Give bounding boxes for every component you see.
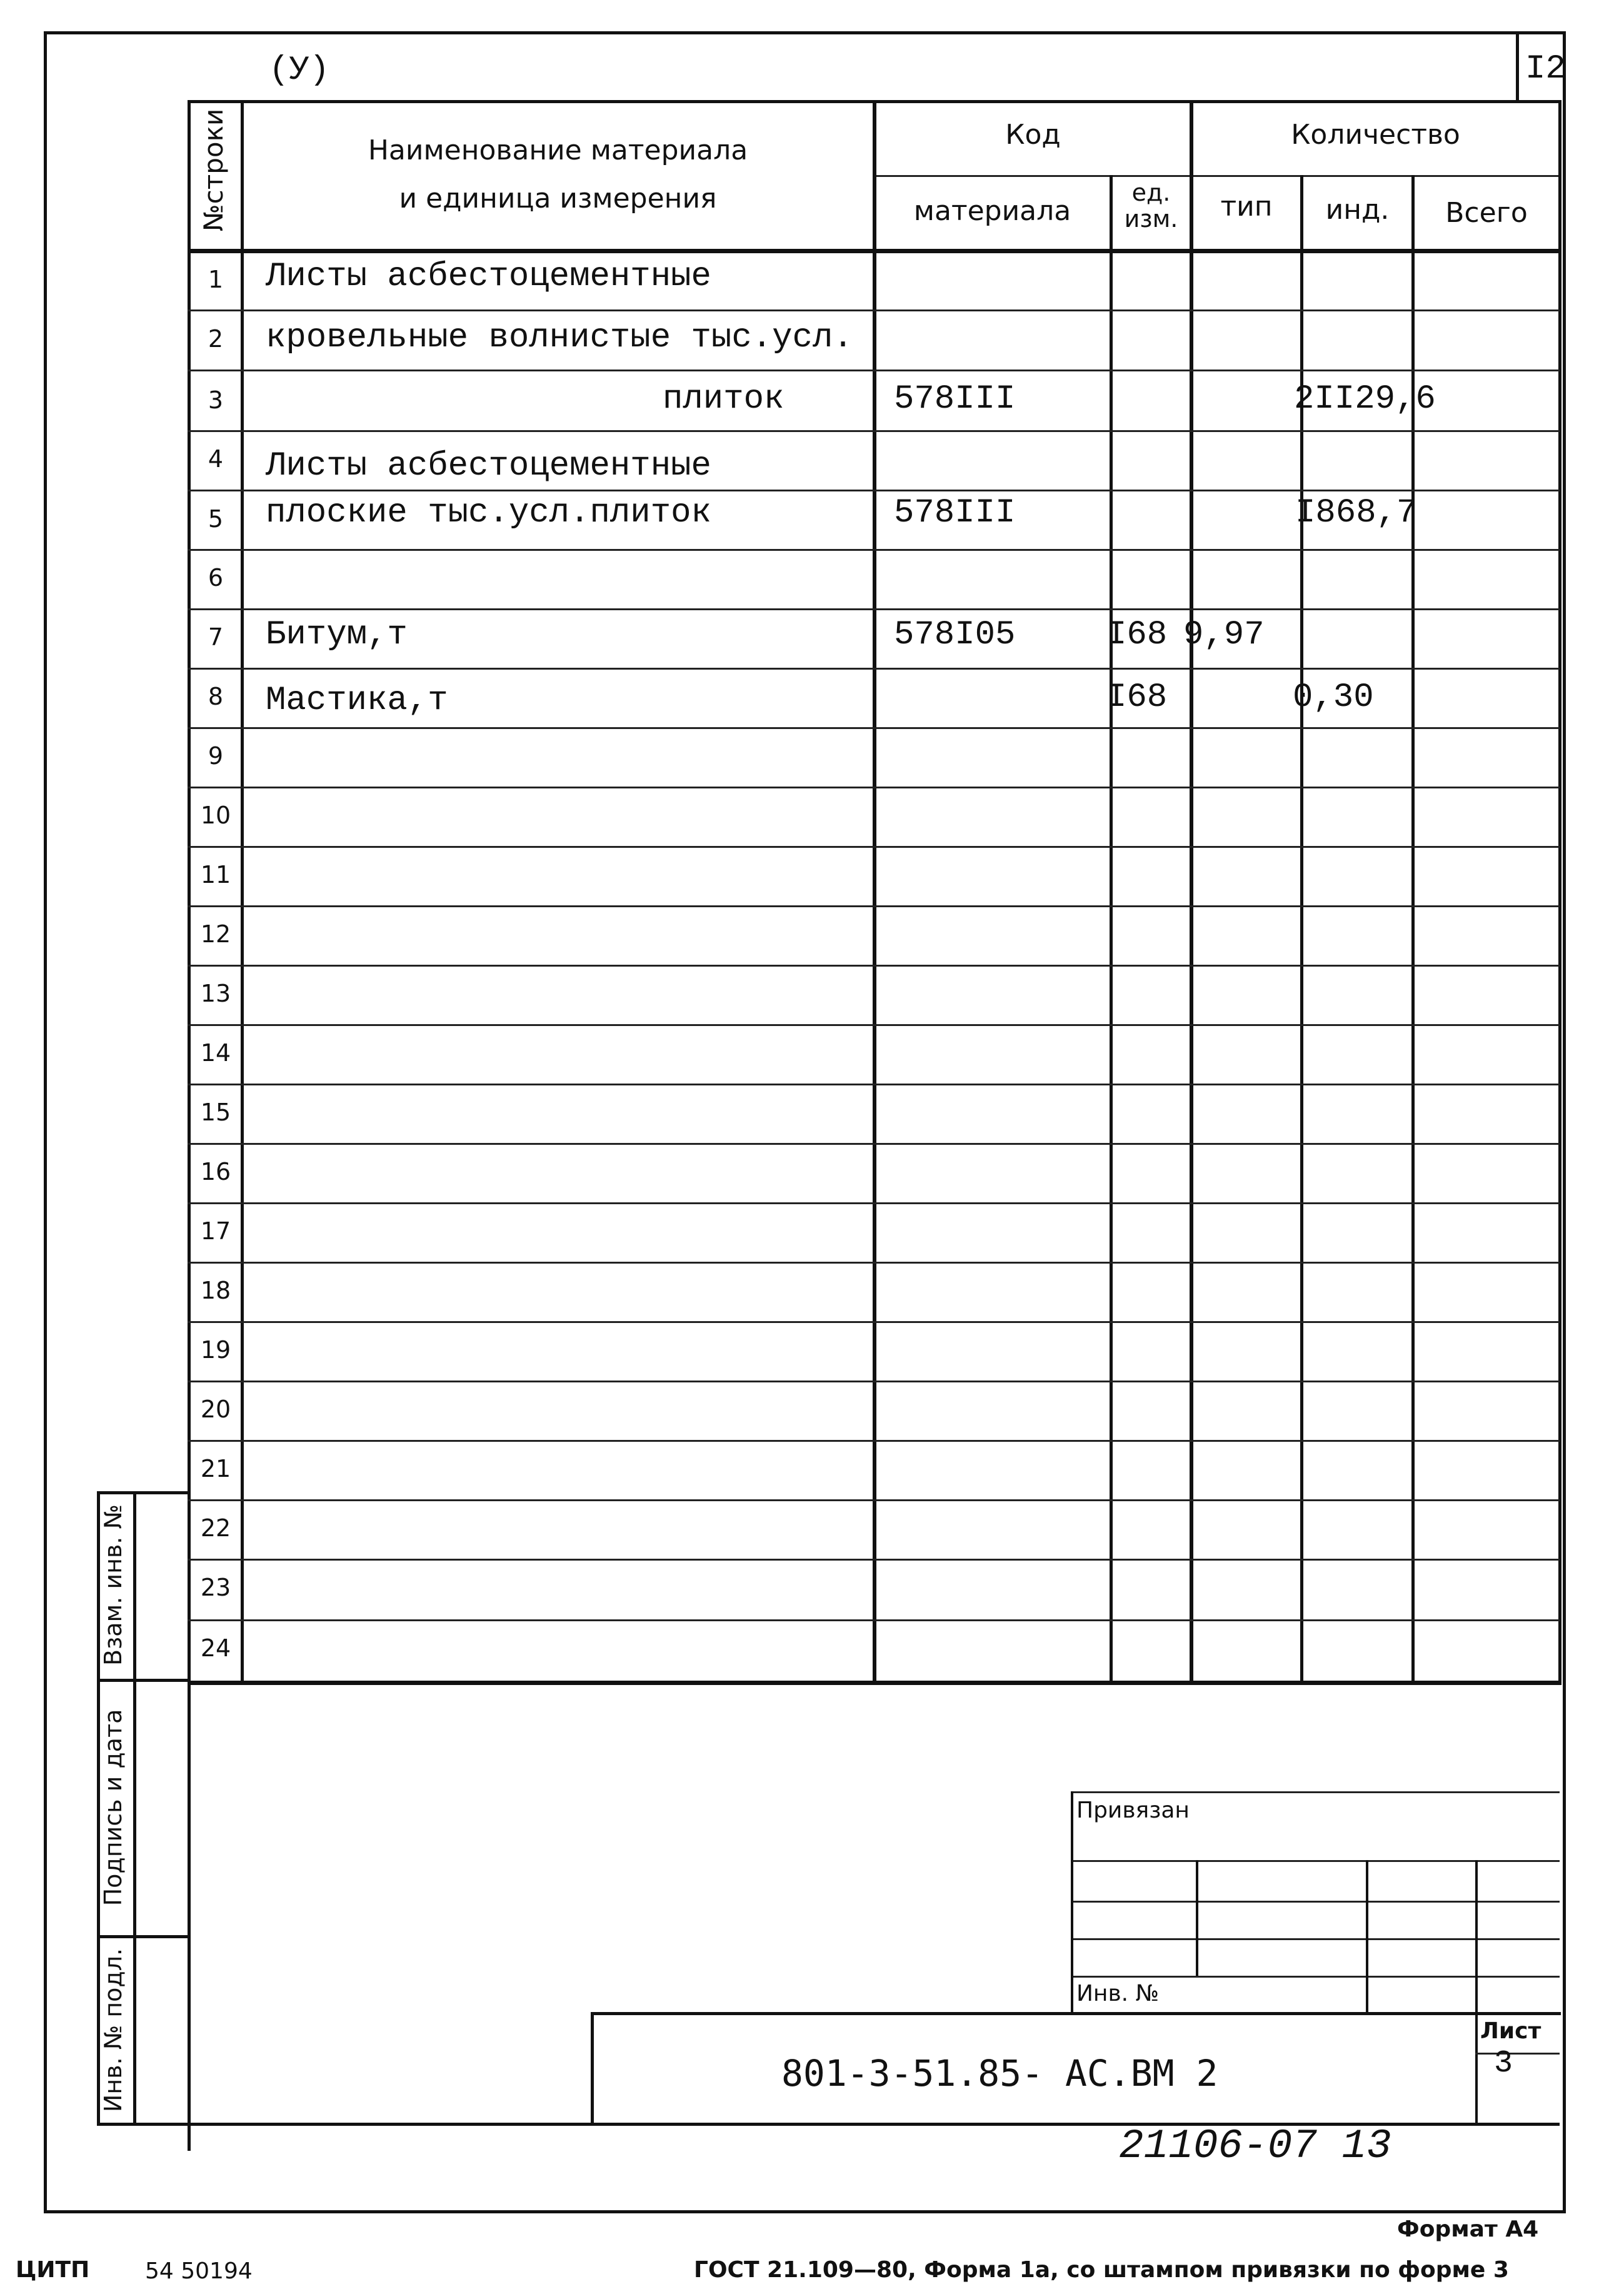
row-number: 11 — [200, 861, 231, 888]
row-7-name: Битум,т — [266, 616, 408, 654]
row-number: 9 — [208, 742, 224, 770]
sheet-number: I2 — [1525, 50, 1566, 88]
signature-date-label: Подпись и дата — [99, 1709, 127, 1906]
row-1-name: Листы асбестоцементные — [266, 258, 711, 296]
bound-by-label: Привязан — [1076, 1798, 1190, 1823]
row-number: 4 — [208, 445, 224, 473]
row-number: 14 — [200, 1039, 231, 1067]
sheet-no-divider — [1516, 31, 1519, 101]
row-3-ind: 2II29,6 — [1294, 380, 1436, 418]
replacement-inventory-label: Взам. инв. № — [99, 1504, 127, 1666]
code-group-header: Код — [1005, 119, 1061, 151]
row-3-name: плиток — [663, 380, 784, 418]
type-header: тип — [1220, 191, 1273, 223]
drawing-frame — [44, 31, 1566, 2213]
row-7-code: 578I05 — [894, 616, 1016, 654]
name-header-line2: и единица измерения — [399, 183, 717, 214]
row-3-code: 578III — [894, 380, 1016, 418]
org-label: ЦИТП — [16, 2257, 90, 2283]
name-header-line1: Наименование материала — [368, 134, 748, 166]
material-code-header: материала — [913, 195, 1071, 227]
row-number: 16 — [200, 1158, 231, 1185]
row-number: 20 — [200, 1396, 231, 1423]
row-7-unit: I68 — [1106, 616, 1168, 654]
row-number: 19 — [200, 1336, 231, 1364]
row-number: 1 — [208, 266, 224, 293]
row-number: 24 — [200, 1634, 231, 1662]
row-number: 5 — [208, 505, 224, 533]
row-5-ind: I868,7 — [1295, 494, 1417, 532]
row-2-name: кровельные волнистые тыс.усл. — [266, 319, 853, 357]
quantity-group-header: Количество — [1291, 119, 1460, 151]
row-8-ind: 0,30 — [1293, 678, 1374, 717]
row-number: 12 — [200, 920, 231, 948]
gost-reference: ГОСТ 21.109—80, Форма 1а, со штампом привязки по форме 3 — [694, 2257, 1509, 2283]
row-5-code: 578III — [894, 494, 1016, 532]
row-number: 23 — [200, 1574, 231, 1601]
row-number: 15 — [200, 1099, 231, 1126]
row-number: 8 — [208, 683, 224, 710]
row-8-name: Мастика,т — [266, 682, 448, 720]
row-8-unit: I68 — [1106, 678, 1168, 717]
total-header: Всего — [1445, 197, 1528, 229]
row-number-header: №строки — [198, 108, 229, 231]
top-code: (У) — [269, 51, 330, 89]
sheet-number-value: 3 — [1494, 2046, 1513, 2081]
registration-number: 54 50194 — [145, 2258, 253, 2284]
row-7-type: 9,97 — [1183, 616, 1265, 654]
row-number: 3 — [208, 386, 224, 414]
sheet-label: Лист — [1480, 2018, 1541, 2044]
unit-header-line2: изм. — [1124, 205, 1178, 233]
ind-header: инд. — [1325, 194, 1390, 226]
row-number: 2 — [208, 325, 224, 353]
row-number: 17 — [200, 1217, 231, 1245]
row-number: 22 — [200, 1514, 231, 1542]
handwritten-number: 21106-07 13 — [1119, 2123, 1391, 2170]
format-label: Формат А4 — [1397, 2216, 1539, 2242]
unit-header-line1: ед. — [1131, 179, 1171, 206]
row-number: 18 — [200, 1277, 231, 1304]
row-number: 21 — [200, 1455, 231, 1482]
inventory-number-label: Инв. № — [1076, 1981, 1160, 2006]
row-number: 13 — [200, 980, 231, 1007]
original-inventory-label: Инв. № подл. — [99, 1948, 127, 2113]
row-5-name: плоские тыс.усл.плиток — [266, 494, 711, 532]
row-number: 6 — [208, 564, 224, 591]
row-number: 7 — [208, 623, 224, 651]
row-number: 10 — [200, 802, 231, 829]
row-4-name: Листы асбестоцементные — [266, 447, 711, 485]
document-code: 801-3-51.85- АС.ВМ 2 — [781, 2052, 1218, 2095]
